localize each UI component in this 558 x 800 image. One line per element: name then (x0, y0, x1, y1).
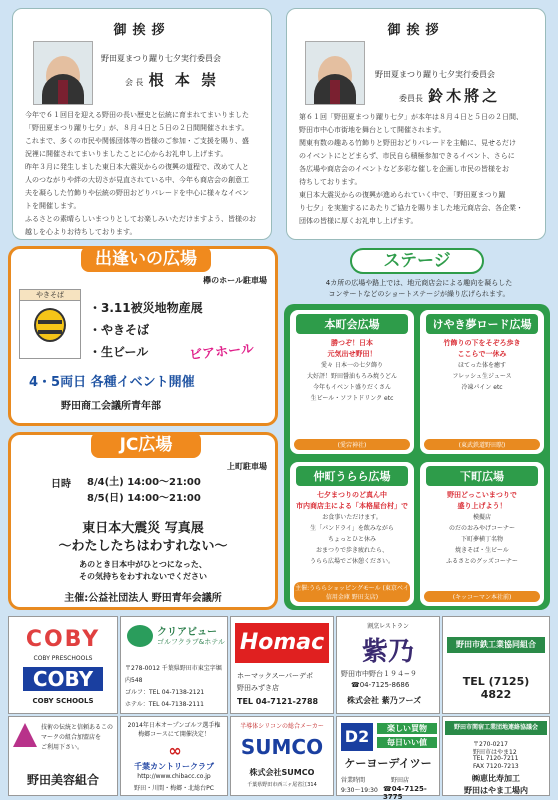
deai-item: ・生ビール (89, 345, 149, 359)
deai-item: ・3.11被災地物産展 (89, 301, 203, 315)
deai-event: 4・5両日 各種イベント開催 (29, 375, 195, 390)
jc-date: 8/5(日) 14:00～21:00 (87, 493, 201, 504)
greeting-right-line: 団体の皆様に厚くお礼申し上げます。 (299, 217, 418, 225)
industry-address: 野田市はやま12 (473, 749, 517, 756)
deai-item-list (89, 297, 203, 363)
clearview-contact-line: ホテル：TEL 04-7138-2111 (125, 701, 204, 708)
homac-line2: 野田みずき店 (237, 684, 279, 692)
greeting-right-line: 野田市中心市街地を舞台として開催されます。 (299, 126, 446, 134)
biyou-text-line: ご利用下さい。 (41, 744, 84, 751)
ad-shino (336, 616, 440, 714)
coby-schools: COBY SCHOOLS (32, 697, 94, 705)
d2-name: ケーヨーデイツー (344, 757, 432, 770)
ad-clearview (120, 616, 228, 714)
greeting-right-signature (399, 85, 500, 106)
clearview-contact-line: ゴルフ：TEL 04-7138-2121 (125, 689, 205, 696)
sumco-logo: SUMCO (240, 735, 324, 759)
greeting-right-body (299, 111, 539, 228)
deai-location: 欅のホール駐車場 (203, 276, 267, 285)
greeting-right-panel (286, 8, 546, 240)
stage-card-line: 今年もイベント盛りだくさん (312, 384, 391, 391)
d2-hours: 9:30～19:30 (341, 787, 378, 794)
stage-card-line: のだのおみやげコーナー (448, 525, 515, 532)
stage-card-title: 本町会広場 (296, 314, 408, 334)
greeting-left-title: 御挨拶 (113, 23, 171, 38)
jc-exhibit-subtitle: ～わたしたちはわすれない～ (58, 539, 228, 554)
chairman-photo (33, 41, 93, 105)
stage-card-line: 冷凍パイン etc (461, 384, 503, 391)
stage-card-line: 元気出せ野田！ (327, 350, 377, 358)
chiba-cc-line2: 梅郷コースにて開催決定！ (138, 731, 210, 738)
stage-card-body (290, 338, 414, 404)
greeting-left-signature (125, 69, 219, 90)
stage-card-line: お食事いただけます。 (322, 514, 382, 521)
clearview-title: クリアビュー (157, 627, 217, 638)
stage-card-line: 竹飾りの下をそぞろ歩き (443, 339, 521, 347)
clearview-logo-icon (127, 625, 153, 647)
d2-logo: D2 (341, 723, 373, 751)
sumco-company: 株式会社SUMCO (249, 768, 315, 777)
chiba-cc-logo-icon: ∞ (168, 741, 182, 760)
deai-host: 野田商工会議所青年部 (61, 401, 161, 412)
stage-card-line: 下町夢横丁名物 (460, 536, 503, 543)
jc-location: 上町駐車場 (227, 462, 267, 471)
ad-homac (230, 616, 334, 714)
greeting-left-line: 今年で６１回目を迎える野田の長い歴史と伝統に育まれてまいりました (25, 111, 249, 119)
stage-card-line: 市内商店主による「本格屋台村」で (296, 502, 408, 510)
biyou-text (41, 723, 115, 753)
greeting-left-line: 昨年３月に発生しました東日本大震災からの復興の道程で、改めて人と (25, 163, 249, 171)
bee-stripe (38, 330, 62, 334)
greeting-left-role: 会 長 (125, 78, 144, 87)
sponsor-ads (8, 616, 550, 800)
chiba-cc-courses: 野田・川間・梅郷・北総台PC (134, 785, 214, 792)
biyou-mark-icon (13, 723, 37, 747)
industry-company: ㈱恵比寿加工 (472, 774, 520, 783)
stage-intro-line: 4カ所の広場や路上では、地元商店会による趣向を凝らした (325, 279, 513, 287)
portrait-tie (330, 80, 340, 104)
greeting-right-line: 第６１回「野田夏まつり躍り七夕」が本年は８月４日と５日の２日間、 (299, 113, 523, 121)
bee-stripe (38, 320, 62, 324)
stage-card-line: 七夕まつりのど真ん中 (317, 491, 387, 499)
ad-coby (8, 616, 118, 714)
stage-card (420, 310, 544, 454)
shino-company: 株式会社 紫乃フーズ (347, 696, 422, 705)
chiba-cc-line1: 2014年日本オープンゴルフ選手権 (127, 722, 221, 729)
greeting-right-line: 東日本大震災からの復興が進められていく中で、「野田夏まつり躍 (299, 191, 506, 199)
greeting-right-title: 御挨拶 (387, 23, 445, 38)
stage-card (290, 310, 414, 454)
jc-message (11, 559, 275, 583)
ad-biyou (8, 716, 118, 796)
shino-tel: ☎04-7125-8686 (351, 681, 410, 689)
industry-fax: FAX 7120-7213 (473, 763, 519, 770)
industry-office: 野田はやま工場内 (464, 786, 528, 795)
stage-title: ステージ (383, 251, 451, 271)
sumco-address: 千葉県野田市西三ヶ尾省江314 (247, 782, 317, 788)
homac-line1: ホーマックスーパーデポ (237, 672, 313, 680)
stall-sign: やきそば (20, 290, 80, 301)
deai-plaza-panel (8, 246, 278, 426)
deai-plaza-title: 出逢いの広場 (81, 246, 211, 272)
stage-card-line: 勝つぞ！日本 (331, 339, 373, 347)
ad-industry (442, 716, 550, 796)
chiba-cc-name: 千葉カントリークラブ (134, 762, 214, 771)
jc-plaza-title: JC広場 (91, 432, 201, 458)
yakisoba-stall-illustration (19, 289, 81, 359)
greeting-left-line: トを開催します。 (25, 202, 81, 210)
stage-card-line: ちょっとひと休み (327, 536, 376, 543)
shino-address: 野田市中野台１９４−９ (341, 670, 417, 678)
stage-intro-line: コンサートなどのショートステージが繰り広げられます。 (328, 290, 510, 298)
jc-plaza-panel (8, 432, 278, 610)
stage-intro (288, 278, 550, 300)
chiba-cc-url[interactable]: http://www.chibacc.co.jp (137, 773, 211, 780)
shino-label: 割烹レストラン (367, 623, 409, 630)
stage-card-line: ふるさとのグッズコーナー (446, 558, 518, 565)
stage-card-line: おまつりで歩き疲れたら、 (315, 547, 388, 554)
stage-section (284, 246, 550, 610)
greeting-left-name: 根 本 崇 (148, 71, 220, 89)
ad-sumco (230, 716, 334, 796)
greeting-left-line: 人のつながりや絆の大切さが見直されている中、今年も商店会の創意工 (25, 176, 249, 184)
jc-message-line: あのとき日本中がひとつになった、 (79, 560, 207, 569)
greeting-right-line: のイベントにとどまらず、市民自ら積極参加できるイベント、さらに (299, 152, 515, 160)
tekko-title: 野田市鉄工業協同組合 (447, 637, 545, 653)
committee-chair-photo (305, 41, 365, 105)
stage-card-footer: (東武鉄道野田駅) (424, 439, 540, 450)
stage-card-line: 焼きそば・生ビール (455, 547, 509, 554)
stage-card-body (420, 490, 544, 567)
deai-item: ・やきそば (89, 323, 150, 337)
coby-logo-dark: COBY (23, 667, 103, 691)
ad-tekko (442, 616, 550, 714)
coby-preschools: COBY PRESCHOOLS (33, 655, 93, 662)
industry-tel: TEL 7120-7211 (473, 755, 519, 762)
sumco-tag: 半導体シリコンの総合メーカー (240, 723, 324, 730)
greeting-left-line: 況裡に開催されてまいりましたことに心からお礼申し上げます。 (25, 150, 228, 158)
stage-title-badge (350, 248, 484, 274)
biyou-name: 野田美容組合 (26, 773, 99, 787)
shino-logo: 紫乃 (361, 637, 414, 667)
stage-card-line: 模擬店 (472, 514, 491, 521)
stage-card-line: 盛り上げよう！ (457, 502, 507, 510)
greeting-left-body (25, 109, 265, 239)
stage-card-title: けやき夢ロード広場 (426, 314, 538, 334)
clearview-contact-line: 〒278-0012 千葉県野田市東宝字堀内548 (125, 665, 222, 684)
greeting-right-line: 関東有数の趣ある竹飾りと野田おどりパレードを主軸に、見せるだけ (299, 139, 516, 147)
greeting-left-line: 「野田夏まつり躍り七夕」が、８月４日と５日の２日間開催されます。 (25, 124, 249, 132)
greeting-right-line: 待ちしております。 (299, 178, 362, 186)
industry-zip: 〒270-0217 (473, 741, 508, 748)
jc-host: 主催:公益社団法人 野田青年会議所 (64, 593, 222, 604)
clearview-subtitle: ゴルフクラブ&ホテル (157, 638, 225, 646)
jc-exhibit-title: 東日本大震災 写真展 (82, 521, 204, 536)
d2-store: 野田店 (391, 777, 410, 784)
clearview-contact (125, 663, 227, 711)
stage-card (420, 462, 544, 606)
stage-card-line: ほてった体を癒す (457, 362, 506, 369)
greeting-left-line: これまで、多くの市民や関係団体等の皆様のご参加・ご支援を賜り、盛 (25, 137, 249, 145)
stage-card-line: 大好評！野田醤油もろみ焼うどん (306, 373, 397, 380)
tekko-tel: TEL (7125) 4822 (462, 675, 530, 701)
stage-card-line: 生「パンドライ」を飲みながら (310, 525, 394, 532)
bee-icon (34, 308, 66, 342)
greeting-left-line: 夫を凝らした竹飾りや伝統の野田おどりパレードを中心に様々なイベン (25, 189, 249, 197)
homac-logo: Homac (235, 623, 329, 663)
stage-card-title: 仲町うらら広場 (296, 466, 408, 486)
beer-hall-label: ビアホール (188, 341, 255, 364)
greeting-left-line: 越しを心よりお待ちしております。 (25, 228, 137, 236)
stage-card-body (420, 338, 544, 393)
greeting-left-line: ふるさとの素晴らしいまつりとしてお楽しみいただけますよう、皆様のお (25, 215, 256, 223)
stage-card-body (290, 490, 414, 567)
jc-schedule-label: 日時 (51, 479, 71, 490)
greeting-right-name: 鈴木將之 (428, 87, 501, 105)
greeting-right-org: 野田夏まつり躍り七夕実行委員会 (375, 70, 495, 79)
stage-card-title: 下町広場 (426, 466, 538, 486)
stage-card-footer: 主催:うららショッピングモール (東京ベイ信用金庫 野田支店) (294, 582, 410, 602)
jc-date: 8/4(土) 14:00～21:00 (87, 477, 201, 488)
industry-title: 野田市関宿工業団地連絡協議会 (445, 721, 547, 735)
stage-card-footer: (キッコーマン本社前) (424, 591, 540, 602)
jc-message-line: その気持ちをわすれないでください (79, 572, 207, 581)
greeting-right-line: 各広場や商店会のイベントなど多彩な催しを企画し市民の皆様をお (299, 165, 509, 173)
d2-slogan2: 毎日いい値 (377, 737, 437, 748)
d2-tel: ☎04-7125-3775 (383, 785, 427, 800)
portrait-tie (58, 80, 68, 104)
stage-card-footer: (愛宕神社) (294, 439, 410, 450)
d2-slogan1: 楽しい買物 (377, 723, 437, 734)
homac-tel: TEL 04-7121-2788 (237, 697, 319, 706)
stage-card (290, 462, 414, 606)
stage-card-line: うらら広場でご休憩ください。 (309, 558, 394, 565)
stage-card-line: 愛々 日本一の七夕飾り (321, 362, 383, 369)
greeting-right-role: 委員長 (399, 94, 423, 103)
jc-dates (87, 475, 201, 507)
greeting-right-line: り七夕」を実施するにあたりご協力を賜りました地元商店会、各企業・ (299, 204, 523, 212)
ad-chiba-cc (120, 716, 228, 796)
greeting-left-panel (12, 8, 272, 240)
greeting-left-org: 野田夏まつり躍り七夕実行委員会 (101, 54, 221, 63)
coby-logo-colored: COBY (25, 627, 101, 652)
stage-card-line: ここらで一休み (457, 350, 507, 358)
stage-card-line: 生ビール・ソフトドリンク etc (310, 395, 394, 402)
stage-card-line: 野田どっこいまつりで (447, 491, 517, 499)
biyou-text-line: 技術の伝統と信頼あるこのマークの組合加盟店を (41, 724, 114, 741)
ad-d2 (336, 716, 440, 800)
d2-hours-label: 営業時間 (341, 777, 366, 784)
stage-card-line: フレッシュ生ジュース (452, 373, 512, 380)
